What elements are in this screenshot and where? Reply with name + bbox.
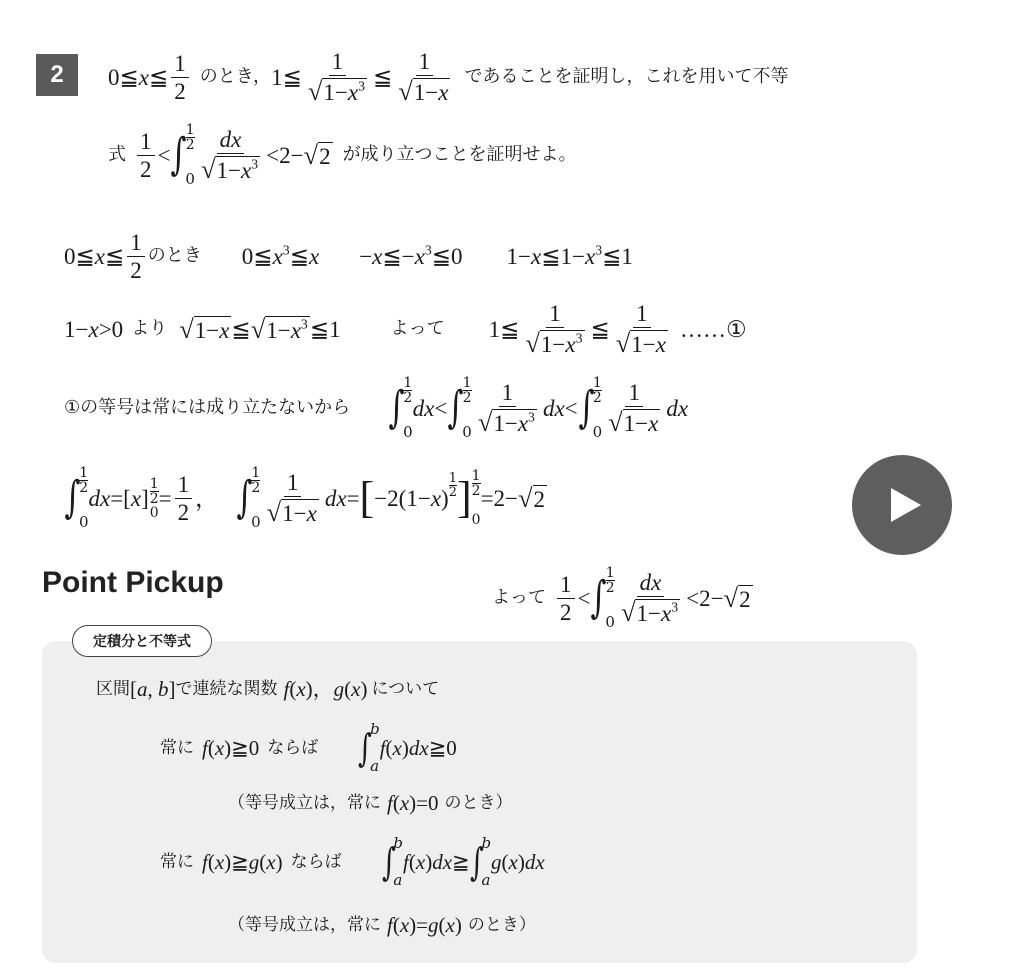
intro-prefix: 区間 [96,678,130,699]
point-equality-2: （等号成立は，常に f(x)=g(x) のとき） [228,912,536,937]
math-inv-sqrt-1-x3: 1 √ $1-x^3$ [307,48,365,106]
math-inv-sqrt-1-x: 1 √ 1−x [398,48,449,106]
solution-when: のとき [147,245,202,266]
circled-one-label: ① [726,316,747,342]
play-button[interactable] [852,455,952,555]
solution-line-3: ①の等号は常には成り立たないから ∫ 1 2 0 dx< ∫ 1 2 0 1 √ $1-x^3$ dx< ∫ 1 2 0 1 √ 1−x dx [64,375,689,441]
problem-line-1: 0≦x≦ $\frac{1}{2}$ のとき， 1≦ 1 √ $1-x^3$ ≦ 1 √ 1−x であることを証明し，これを用いて不等 [108,48,789,106]
always-label-2: 常に [160,851,194,872]
problem-line-2: 式 $\frac{1}{2}$ < ∫ 1 2 0 dx √ $1-x^3$ <2− √ 2 が成り立つことを証明せよ。 [108,122,577,188]
equality2-suffix: のとき） [467,914,536,935]
equality2-prefix: （等号成立は，常に [228,914,381,935]
math-range: 0≦x≦ [108,64,169,90]
solution-yotte: よって [390,318,445,339]
play-icon [889,486,923,524]
point-tag: 定積分と不等式 [72,625,212,657]
intro-mid: で連続な関数 [175,678,278,699]
intro-suffix: について [371,678,440,699]
solution-dots: …… [680,316,726,342]
naraba-label-1: ならば [267,737,319,758]
problem-number-badge: 2 [36,54,78,96]
equality-note: ①の等号は常には成り立たないから [64,397,351,418]
conclusion-line: よって $\frac{1}{2}$ < ∫ 1 2 0 dx √ $1-x^3$ <2− √ 2 [492,565,751,631]
problem-text-holds: が成り立つことを証明せよ。 [342,144,577,165]
integral: ∫ 1 2 0 [170,122,195,188]
solution-line-1: 0≦x≦ $\frac{1}{2}$ のとき $0≦x^3≦x$ $-x≦-x^3≦0$ $1-x≦1-x^3≦1$ [64,229,633,283]
always-label-1: 常に [160,737,194,758]
math-half: $\frac{1}{2}$ [171,52,189,103]
problem-text-when: のとき， [199,66,272,87]
solution-line-4: ∫ 1 2 0 dx=[x] $\frac{1}{2}$ 0 = $\frac{1}{2}$ ， ∫ 1 2 0 1 √ 1−x dx= [ −2(1−x) 1 2 ] $\frac{1}{2}$ 0 =2− √ 2 [64,465,546,531]
point-rule-2: 常に f(x)≧g(x) ならば ∫ b a f(x)dx≧ ∫ b a g(x)dx [160,834,545,889]
equality1-suffix: のとき） [444,792,513,813]
point-intro: 区間 [a, b] で連続な関数 f(x)，g(x) について [96,676,440,701]
equality1-prefix: （等号成立は，常に [228,792,381,813]
solution-line-2: 1−x>0 より √ 1−x ≦ √ $1-x^3$ ≦1 よって 1≦ 1 √ $1-x^3$ ≦ 1 √ 1−x …… ① [64,300,747,358]
naraba-label-2: ならば [290,851,342,872]
problem-text-shiki: 式 [108,144,126,165]
point-pickup-title: Point Pickup [42,566,224,599]
problem-text-prove: であることを証明し，これを用いて不等 [464,66,789,87]
point-equality-1: （等号成立は，常に f(x)=0 のとき） [228,790,513,815]
point-rule-1: 常に f(x)≧0 ならば ∫ b a f(x)dx≧0 [160,720,457,775]
solution-yori: より [131,318,168,339]
conclusion-yotte: よって [492,587,546,608]
